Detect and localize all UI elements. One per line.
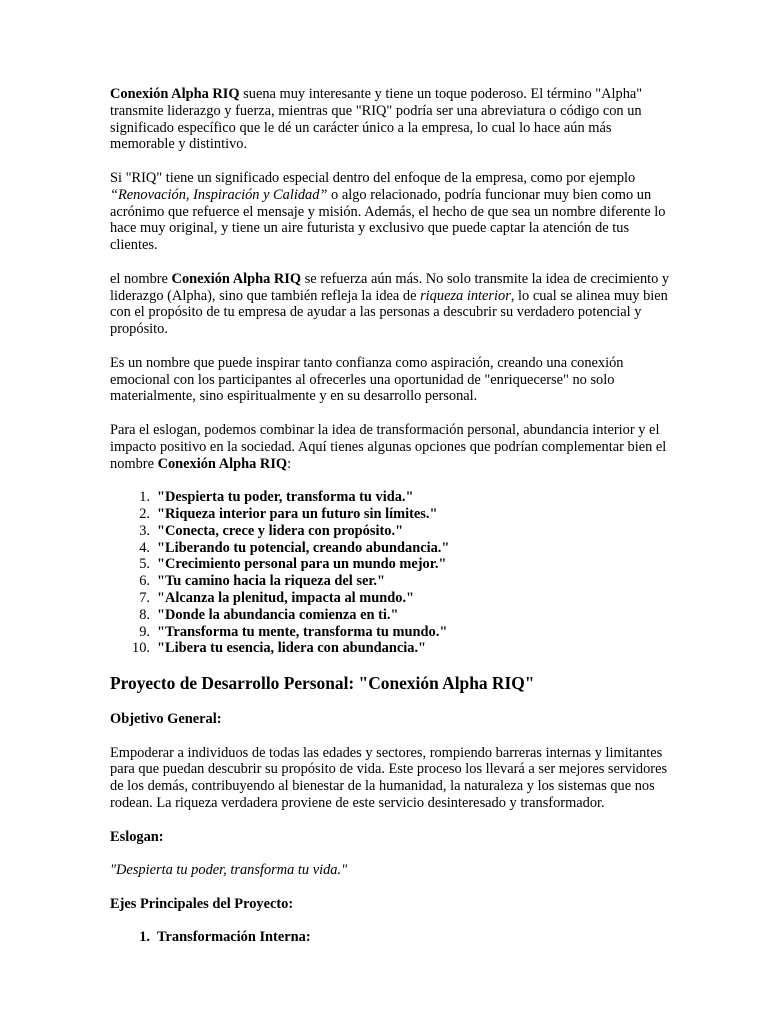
slogan-list (110, 489, 670, 657)
axes-heading: Ejes Principales del Proyecto: (110, 895, 294, 912)
slogan-number: 3. (139, 522, 150, 539)
eslogan-heading: Eslogan: (110, 828, 164, 845)
slogan-text: "Alcanza la plenitud, impacta al mundo." (157, 589, 415, 606)
riq-text-a: Si "RIQ" tiene un significado especial dentro del enfoque de la empresa, como por ejemplo (110, 169, 636, 186)
slogan-item (110, 540, 670, 557)
slogan-number: 5. (139, 556, 150, 573)
slogan-item (110, 624, 670, 641)
document-body (110, 86, 670, 946)
slogan-item (110, 556, 670, 573)
slogan-intro-paragraph (110, 422, 670, 472)
brand-name: Conexión Alpha RIQ (171, 270, 302, 287)
intro-text: suena muy interesante y tiene un toque poderoso. El término "Alpha" transmite liderazgo y fuerza, mientras que "RIQ" podría ser una abreviatura o código con un significado específico que le dé un carácter único a la empresa, lo cual lo hace aún más memorable y distintivo. (110, 86, 643, 153)
name-paragraph (110, 271, 670, 338)
slogan-text: "Transforma tu mente, transforma tu mundo." (157, 623, 448, 640)
slogan-text: "Donde la abundancia comienza en ti." (157, 606, 399, 623)
slogan-number: 6. (139, 573, 150, 590)
slogan-item (110, 640, 670, 657)
slogan-number: 10. (132, 640, 150, 657)
project-heading: Proyecto de Desarrollo Personal: "Conexión Alpha RIQ" (110, 673, 535, 694)
objective-heading: Objetivo General: (110, 711, 222, 728)
axis-text: Transformación Interna: (157, 929, 311, 946)
inspiration-paragraph: Es un nombre que puede inspirar tanto confianza como aspiración, creando una conexión emocional con los participantes al ofrecerles una oportunidad de "enriquecerse" no solo materialmente, sino espiritualmente y en su desarrollo personal. (110, 354, 624, 405)
slogan-text: "Libera tu esencia, lidera con abundancia." (157, 640, 427, 657)
axes-list (110, 929, 670, 946)
slogan-item (110, 573, 670, 590)
slogan-number: 2. (139, 505, 150, 522)
axis-item (110, 929, 670, 946)
slogan-item (110, 590, 670, 607)
objective-paragraph: Empoderar a individuos de todas las edades y sectores, rompiendo barreras internas y limitantes para que puedan descubrir su propósito de vida. Este proceso los llevará a ser mejores servidores de los demás, contribuyendo al bienestar de la humanidad, la naturaleza y los sistemas que nos rodean. La riqueza verdadera proviene de este servicio desinteresado y transformador. (110, 744, 668, 812)
slogan-item (110, 506, 670, 523)
slogan-text: "Riqueza interior para un futuro sin límites." (157, 505, 438, 522)
slogan-number: 7. (139, 589, 150, 606)
brand-name: Conexión Alpha RIQ (110, 86, 240, 102)
eslogan-italic: "Despierta tu poder, transforma tu vida." (110, 862, 348, 879)
slogan-text: "Tu camino hacia la riqueza del ser." (157, 573, 385, 590)
intro-paragraph (110, 86, 670, 153)
slogan-number: 9. (139, 623, 150, 640)
riq-text-b: o algo relacionado, podría funcionar muy bien como un acrónimo que refuerce el mensaje y misión. Además, el hecho de que sea un nombre diferente lo hace muy original, y tiene un aire futurista y exclusivo que puede captar la atención de tus clientes. (110, 186, 666, 254)
slogan-item (110, 489, 670, 506)
inner-wealth-phrase: riqueza interior (420, 287, 511, 304)
slogan-number: 1. (139, 489, 150, 506)
slogan-item (110, 607, 670, 624)
slogan-text: "Despierta tu poder, transforma tu vida." (157, 489, 414, 506)
eslogan-text (110, 862, 670, 879)
name-text-b: se refuerza aún más. No solo transmite la idea de crecimiento y liderazgo (Alpha), sino que también refleja la idea de (110, 270, 670, 304)
slogan-text: "Conecta, crece y lidera con propósito." (157, 522, 404, 539)
slogan-item (110, 523, 670, 540)
slogan-text: "Liberando tu potencial, creando abundancia." (157, 539, 450, 556)
slogan-number: 8. (139, 606, 150, 623)
brand-name: Conexión Alpha RIQ (157, 455, 288, 472)
axis-number: 1. (139, 929, 150, 946)
riq-meaning-paragraph (110, 170, 670, 254)
slogan-text: "Crecimiento personal para un mundo mejor." (157, 556, 447, 573)
riq-acronym: “Renovación, Inspiración y Calidad” (110, 186, 328, 203)
name-text-c: , lo cual se alinea muy bien con el propósito de tu empresa de ayudar a las personas a descubrir su verdadero potencial y propósito. (110, 287, 668, 338)
name-text-a: el nombre (110, 270, 172, 287)
slogan-intro-colon: : (287, 455, 292, 472)
slogan-intro-text: Para el eslogan, podemos combinar la idea de transformación personal, abundancia interior y el impacto positivo en la sociedad. Aquí tienes algunas opciones que podrían complementar bien el nombre (110, 421, 667, 472)
slogan-number: 4. (139, 539, 150, 556)
